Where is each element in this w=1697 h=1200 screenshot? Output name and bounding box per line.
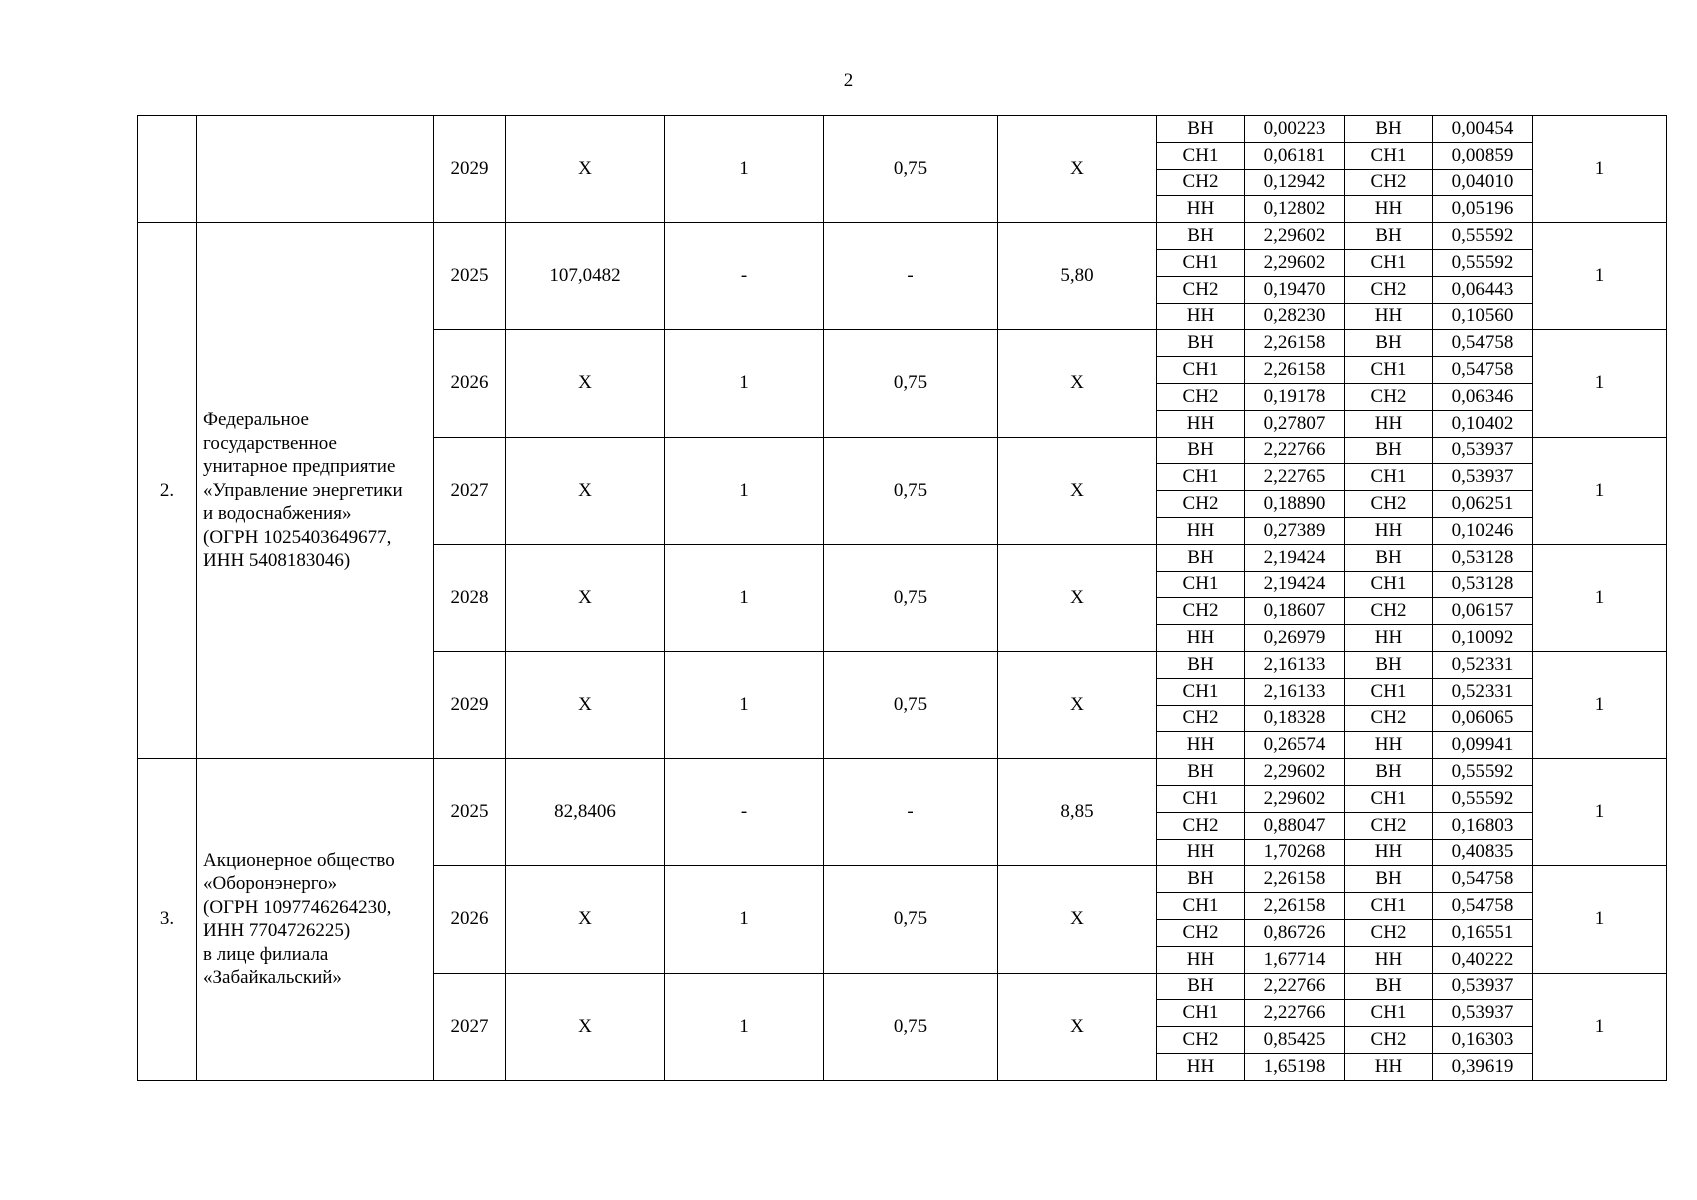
voltage-level-cell: СН1 bbox=[1345, 893, 1433, 920]
level-value-cell: 0,53128 bbox=[1433, 544, 1533, 571]
level-value-cell: 0,19470 bbox=[1245, 276, 1345, 303]
level-value-cell: 0,18328 bbox=[1245, 705, 1345, 732]
voltage-level-cell: СН2 bbox=[1345, 1027, 1433, 1054]
loss-value-cell: X bbox=[998, 544, 1157, 651]
voltage-level-cell: СН1 bbox=[1345, 1000, 1433, 1027]
base-value-cell: X bbox=[506, 651, 665, 758]
index-cell: 1 bbox=[665, 330, 824, 437]
year-cell: 2026 bbox=[434, 866, 506, 973]
voltage-level-cell: НН bbox=[1345, 732, 1433, 759]
level-value-cell: 0,55592 bbox=[1433, 785, 1533, 812]
voltage-level-cell: НН bbox=[1345, 303, 1433, 330]
level-value-cell: 0,10092 bbox=[1433, 625, 1533, 652]
level-value-cell: 0,16803 bbox=[1433, 812, 1533, 839]
level-value-cell: 0,09941 bbox=[1433, 732, 1533, 759]
voltage-level-cell: СН1 bbox=[1157, 142, 1245, 169]
level-value-cell: 0,18890 bbox=[1245, 491, 1345, 518]
voltage-level-cell: НН bbox=[1157, 303, 1245, 330]
voltage-level-cell: ВН bbox=[1157, 544, 1245, 571]
loss-value-cell: 5,80 bbox=[998, 223, 1157, 330]
organization-name-line: «Оборонэнерго» bbox=[203, 873, 338, 895]
tariff-table bbox=[137, 115, 1667, 1081]
voltage-level-cell: ВН bbox=[1345, 330, 1433, 357]
level-value-cell: 0,53937 bbox=[1433, 1000, 1533, 1027]
year-cell: 2028 bbox=[434, 544, 506, 651]
row-number-cell: 2. bbox=[138, 223, 197, 759]
level-value-cell: 0,04010 bbox=[1433, 169, 1533, 196]
voltage-level-cell: ВН bbox=[1157, 759, 1245, 786]
index-cell: 1 bbox=[665, 437, 824, 544]
level-value-cell: 0,53128 bbox=[1433, 571, 1533, 598]
voltage-level-cell: СН2 bbox=[1345, 276, 1433, 303]
organization-name-line: «Забайкальский» bbox=[203, 967, 342, 989]
level-value-cell: 0,00859 bbox=[1433, 142, 1533, 169]
coefficient-cell: 0,75 bbox=[824, 866, 998, 973]
base-value-cell: 107,0482 bbox=[506, 223, 665, 330]
level-value-cell: 2,16133 bbox=[1245, 678, 1345, 705]
voltage-level-cell: СН1 bbox=[1345, 678, 1433, 705]
level-value-cell: 0,54758 bbox=[1433, 866, 1533, 893]
organization-name-line: ИНН 5408183046) bbox=[203, 550, 351, 572]
reliability-cell: 1 bbox=[1533, 330, 1667, 437]
voltage-level-cell: СН2 bbox=[1157, 919, 1245, 946]
index-cell: - bbox=[665, 223, 824, 330]
voltage-level-cell: ВН bbox=[1157, 651, 1245, 678]
index-cell: 1 bbox=[665, 544, 824, 651]
voltage-level-cell: СН2 bbox=[1157, 169, 1245, 196]
level-value-cell: 0,06251 bbox=[1433, 491, 1533, 518]
level-value-cell: 0,12942 bbox=[1245, 169, 1345, 196]
level-value-cell: 2,29602 bbox=[1245, 249, 1345, 276]
reliability-cell: 1 bbox=[1533, 223, 1667, 330]
voltage-level-cell: НН bbox=[1345, 839, 1433, 866]
coefficient-cell: 0,75 bbox=[824, 437, 998, 544]
voltage-level-cell: СН2 bbox=[1345, 812, 1433, 839]
level-value-cell: 0,55592 bbox=[1433, 249, 1533, 276]
level-value-cell: 2,26158 bbox=[1245, 357, 1345, 384]
level-value-cell: 0,53937 bbox=[1433, 464, 1533, 491]
base-value-cell: X bbox=[506, 544, 665, 651]
year-cell: 2027 bbox=[434, 973, 506, 1080]
voltage-level-cell: ВН bbox=[1345, 651, 1433, 678]
voltage-level-cell: СН2 bbox=[1345, 169, 1433, 196]
organization-cell bbox=[197, 759, 434, 1081]
loss-value-cell: X bbox=[998, 973, 1157, 1080]
base-value-cell: X bbox=[506, 437, 665, 544]
table-body bbox=[138, 116, 1667, 1081]
base-value-cell: X bbox=[506, 973, 665, 1080]
voltage-level-cell: НН bbox=[1345, 517, 1433, 544]
year-cell: 2027 bbox=[434, 437, 506, 544]
level-value-cell: 2,19424 bbox=[1245, 544, 1345, 571]
voltage-level-cell: ВН bbox=[1157, 330, 1245, 357]
level-value-cell: 0,28230 bbox=[1245, 303, 1345, 330]
level-value-cell: 0,06157 bbox=[1433, 598, 1533, 625]
level-value-cell: 2,29602 bbox=[1245, 759, 1345, 786]
year-cell: 2025 bbox=[434, 759, 506, 866]
level-value-cell: 2,22765 bbox=[1245, 464, 1345, 491]
level-value-cell: 0,10560 bbox=[1433, 303, 1533, 330]
level-value-cell: 1,65198 bbox=[1245, 1053, 1345, 1080]
voltage-level-cell: СН1 bbox=[1345, 464, 1433, 491]
voltage-level-cell: СН1 bbox=[1157, 249, 1245, 276]
level-value-cell: 0,06065 bbox=[1433, 705, 1533, 732]
year-cell: 2025 bbox=[434, 223, 506, 330]
voltage-level-cell: СН2 bbox=[1157, 491, 1245, 518]
level-value-cell: 2,22766 bbox=[1245, 1000, 1345, 1027]
level-value-cell: 0,54758 bbox=[1433, 893, 1533, 920]
organization-name-line: «Управление энергетики bbox=[203, 479, 403, 501]
index-cell: 1 bbox=[665, 866, 824, 973]
organization-name-line: унитарное предприятие bbox=[203, 456, 396, 478]
row-number-cell: 3. bbox=[138, 759, 197, 1081]
index-cell: 1 bbox=[665, 973, 824, 1080]
coefficient-cell: 0,75 bbox=[824, 116, 998, 223]
organization-name-line: ИНН 7704726225) bbox=[203, 920, 351, 942]
voltage-level-cell: СН1 bbox=[1157, 357, 1245, 384]
coefficient-cell: 0,75 bbox=[824, 544, 998, 651]
organization-name-line: (ОГРН 1025403649677, bbox=[203, 526, 392, 548]
level-value-cell: 2,16133 bbox=[1245, 651, 1345, 678]
voltage-level-cell: СН1 bbox=[1345, 357, 1433, 384]
year-cell: 2029 bbox=[434, 116, 506, 223]
level-value-cell: 0,26574 bbox=[1245, 732, 1345, 759]
voltage-level-cell: СН2 bbox=[1157, 1027, 1245, 1054]
index-cell: 1 bbox=[665, 651, 824, 758]
reliability-cell: 1 bbox=[1533, 759, 1667, 866]
level-value-cell: 0,55592 bbox=[1433, 759, 1533, 786]
voltage-level-cell: ВН bbox=[1345, 116, 1433, 143]
loss-value-cell: X bbox=[998, 116, 1157, 223]
level-value-cell: 0,10246 bbox=[1433, 517, 1533, 544]
table-row bbox=[138, 116, 1667, 143]
voltage-level-cell: НН bbox=[1157, 839, 1245, 866]
voltage-level-cell: СН1 bbox=[1345, 571, 1433, 598]
organization-name-line: государственное bbox=[203, 432, 337, 454]
level-value-cell: 0,16551 bbox=[1433, 919, 1533, 946]
reliability-cell: 1 bbox=[1533, 973, 1667, 1080]
voltage-level-cell: НН bbox=[1157, 1053, 1245, 1080]
reliability-cell: 1 bbox=[1533, 866, 1667, 973]
reliability-cell: 1 bbox=[1533, 651, 1667, 758]
voltage-level-cell: ВН bbox=[1157, 866, 1245, 893]
organization-name-line: (ОГРН 1097746264230, bbox=[203, 896, 392, 918]
coefficient-cell: 0,75 bbox=[824, 651, 998, 758]
voltage-level-cell: СН2 bbox=[1157, 598, 1245, 625]
table-row bbox=[138, 759, 1667, 786]
level-value-cell: 0,86726 bbox=[1245, 919, 1345, 946]
voltage-level-cell: СН1 bbox=[1345, 142, 1433, 169]
level-value-cell: 0,26979 bbox=[1245, 625, 1345, 652]
level-value-cell: 0,06443 bbox=[1433, 276, 1533, 303]
voltage-level-cell: СН1 bbox=[1345, 249, 1433, 276]
voltage-level-cell: ВН bbox=[1345, 973, 1433, 1000]
voltage-level-cell: НН bbox=[1345, 410, 1433, 437]
voltage-level-cell: ВН bbox=[1345, 437, 1433, 464]
coefficient-cell: - bbox=[824, 223, 998, 330]
voltage-level-cell: ВН bbox=[1157, 116, 1245, 143]
voltage-level-cell: СН1 bbox=[1157, 464, 1245, 491]
reliability-cell: 1 bbox=[1533, 116, 1667, 223]
voltage-level-cell: НН bbox=[1345, 196, 1433, 223]
level-value-cell: 2,22766 bbox=[1245, 437, 1345, 464]
coefficient-cell: 0,75 bbox=[824, 330, 998, 437]
base-value-cell: X bbox=[506, 116, 665, 223]
voltage-level-cell: ВН bbox=[1157, 437, 1245, 464]
level-value-cell: 0,00454 bbox=[1433, 116, 1533, 143]
voltage-level-cell: НН bbox=[1157, 517, 1245, 544]
level-value-cell: 0,00223 bbox=[1245, 116, 1345, 143]
level-value-cell: 0,54758 bbox=[1433, 357, 1533, 384]
base-value-cell: 82,8406 bbox=[506, 759, 665, 866]
loss-value-cell: X bbox=[998, 437, 1157, 544]
level-value-cell: 2,26158 bbox=[1245, 330, 1345, 357]
organization-name-line: в лице филиала bbox=[203, 943, 329, 965]
year-cell: 2026 bbox=[434, 330, 506, 437]
voltage-level-cell: СН2 bbox=[1157, 705, 1245, 732]
level-value-cell: 0,53937 bbox=[1433, 973, 1533, 1000]
level-value-cell: 0,06181 bbox=[1245, 142, 1345, 169]
coefficient-cell: - bbox=[824, 759, 998, 866]
level-value-cell: 0,53937 bbox=[1433, 437, 1533, 464]
level-value-cell: 0,19178 bbox=[1245, 383, 1345, 410]
level-value-cell: 0,27807 bbox=[1245, 410, 1345, 437]
level-value-cell: 0,06346 bbox=[1433, 383, 1533, 410]
index-cell: - bbox=[665, 759, 824, 866]
organization-cell bbox=[197, 116, 434, 223]
loss-value-cell: 8,85 bbox=[998, 759, 1157, 866]
level-value-cell: 0,10402 bbox=[1433, 410, 1533, 437]
voltage-level-cell: СН1 bbox=[1157, 893, 1245, 920]
level-value-cell: 2,26158 bbox=[1245, 866, 1345, 893]
voltage-level-cell: НН bbox=[1345, 1053, 1433, 1080]
level-value-cell: 0,40835 bbox=[1433, 839, 1533, 866]
voltage-level-cell: СН2 bbox=[1157, 383, 1245, 410]
coefficient-cell: 0,75 bbox=[824, 973, 998, 1080]
level-value-cell: 0,54758 bbox=[1433, 330, 1533, 357]
organization-cell bbox=[197, 223, 434, 759]
level-value-cell: 0,12802 bbox=[1245, 196, 1345, 223]
level-value-cell: 2,19424 bbox=[1245, 571, 1345, 598]
voltage-level-cell: НН bbox=[1157, 625, 1245, 652]
row-number-cell bbox=[138, 116, 197, 223]
level-value-cell: 0,27389 bbox=[1245, 517, 1345, 544]
voltage-level-cell: СН1 bbox=[1157, 571, 1245, 598]
level-value-cell: 0,52331 bbox=[1433, 651, 1533, 678]
voltage-level-cell: НН bbox=[1345, 946, 1433, 973]
voltage-level-cell: СН2 bbox=[1345, 383, 1433, 410]
voltage-level-cell: ВН bbox=[1345, 759, 1433, 786]
voltage-level-cell: СН2 bbox=[1157, 812, 1245, 839]
level-value-cell: 0,88047 bbox=[1245, 812, 1345, 839]
level-value-cell: 0,39619 bbox=[1433, 1053, 1533, 1080]
voltage-level-cell: НН bbox=[1157, 946, 1245, 973]
page-number: 2 bbox=[843, 70, 854, 91]
year-cell: 2029 bbox=[434, 651, 506, 758]
loss-value-cell: X bbox=[998, 651, 1157, 758]
voltage-level-cell: НН bbox=[1157, 732, 1245, 759]
organization-name-line: и водоснабжения» bbox=[203, 503, 352, 525]
voltage-level-cell: СН2 bbox=[1345, 491, 1433, 518]
level-value-cell: 0,52331 bbox=[1433, 678, 1533, 705]
voltage-level-cell: ВН bbox=[1157, 223, 1245, 250]
level-value-cell: 2,29602 bbox=[1245, 223, 1345, 250]
index-cell: 1 bbox=[665, 116, 824, 223]
level-value-cell: 2,29602 bbox=[1245, 785, 1345, 812]
base-value-cell: X bbox=[506, 330, 665, 437]
voltage-level-cell: СН2 bbox=[1157, 276, 1245, 303]
table-row bbox=[138, 223, 1667, 250]
voltage-level-cell: ВН bbox=[1345, 544, 1433, 571]
voltage-level-cell: СН1 bbox=[1157, 1000, 1245, 1027]
voltage-level-cell: ВН bbox=[1345, 866, 1433, 893]
voltage-level-cell: НН bbox=[1345, 625, 1433, 652]
level-value-cell: 0,16303 bbox=[1433, 1027, 1533, 1054]
voltage-level-cell: НН bbox=[1157, 196, 1245, 223]
voltage-level-cell: СН2 bbox=[1345, 598, 1433, 625]
level-value-cell: 0,18607 bbox=[1245, 598, 1345, 625]
level-value-cell: 2,26158 bbox=[1245, 893, 1345, 920]
level-value-cell: 1,67714 bbox=[1245, 946, 1345, 973]
voltage-level-cell: ВН bbox=[1157, 973, 1245, 1000]
base-value-cell: X bbox=[506, 866, 665, 973]
voltage-level-cell: СН2 bbox=[1345, 919, 1433, 946]
level-value-cell: 2,22766 bbox=[1245, 973, 1345, 1000]
voltage-level-cell: СН1 bbox=[1157, 785, 1245, 812]
reliability-cell: 1 bbox=[1533, 437, 1667, 544]
level-value-cell: 0,55592 bbox=[1433, 223, 1533, 250]
loss-value-cell: X bbox=[998, 866, 1157, 973]
voltage-level-cell: НН bbox=[1157, 410, 1245, 437]
organization-name-line: Акционерное общество bbox=[203, 849, 395, 871]
organization-name-line: Федеральное bbox=[203, 409, 309, 431]
loss-value-cell: X bbox=[998, 330, 1157, 437]
level-value-cell: 1,70268 bbox=[1245, 839, 1345, 866]
level-value-cell: 0,05196 bbox=[1433, 196, 1533, 223]
voltage-level-cell: СН1 bbox=[1157, 678, 1245, 705]
reliability-cell: 1 bbox=[1533, 544, 1667, 651]
level-value-cell: 0,40222 bbox=[1433, 946, 1533, 973]
voltage-level-cell: СН1 bbox=[1345, 785, 1433, 812]
level-value-cell: 0,85425 bbox=[1245, 1027, 1345, 1054]
voltage-level-cell: ВН bbox=[1345, 223, 1433, 250]
voltage-level-cell: СН2 bbox=[1345, 705, 1433, 732]
